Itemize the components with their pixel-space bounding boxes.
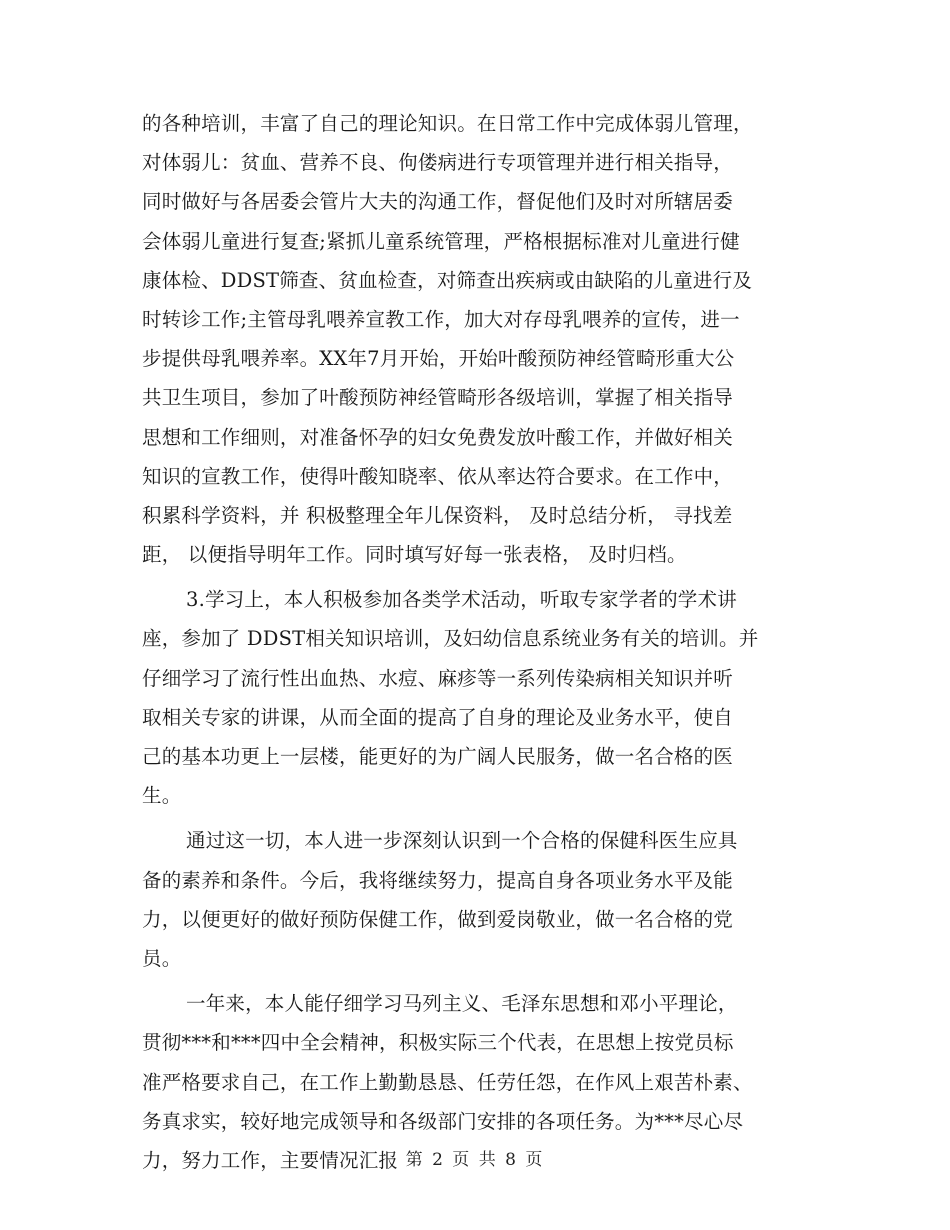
text-line: 一年来，本人能仔细学习马列主义、毛泽东思想和邓小平理论，	[186, 992, 738, 1016]
text-line: 备的素养和条件。今后，我将继续努力，提高自身各项业务水平及能	[142, 868, 734, 892]
text-line: 会体弱儿童进行复查;紧抓儿童系统管理，严格根据标准对儿童进行健	[142, 229, 740, 253]
paragraph	[142, 104, 810, 574]
text-line: 己的基本功更上一层楼，能更好的为广阔人民服务，做一名合格的医	[142, 745, 734, 768]
text-line: 准严格要求自己，在工作上勤勤恳恳、任劳任怨，在作风上艰苦朴素、	[142, 1070, 753, 1094]
document-body	[142, 104, 810, 1180]
text-line: 生。	[142, 784, 182, 808]
text-line: 知识的宣教工作，使得叶酸知晓率、依从率达符合要求。在工作中，	[142, 464, 734, 488]
text-line: 仔细学习了流行性出血热、水痘、麻疹等一系列传染病相关知识并听	[142, 666, 734, 690]
page-number-footer: 第 2 页 共 8 页	[405, 1150, 545, 1170]
text-line: 同时做好与各居委会管片大夫的沟通工作，督促他们及时对所辖居委	[142, 190, 734, 214]
text-line: 步提供母乳喂养率。XX年7月开始，开始叶酸预防神经管畸形重大公	[142, 347, 735, 371]
text-line: 对体弱儿：贫血、营养不良、佝偻病进行专项管理并进行相关指导，	[142, 151, 734, 175]
text-line: 通过这一切，本人进一步深刻认识到一个合格的保健科医生应具	[186, 829, 738, 853]
text-line: 务真求实，较好地完成领导和各级部门安排的各项任务。为***尽心尽	[142, 1109, 744, 1133]
paragraph	[142, 821, 810, 978]
text-line: 力，以便更好的做好预防保健工作，做到爱岗敬业，做一名合格的党	[142, 907, 734, 931]
text-line: 取相关专家的讲课，从而全面的提高了自身的理论及业务水平，使自	[142, 705, 734, 729]
text-line: 座，参加了 DDST相关知识培训，及妇幼信息系统业务有关的培训。并	[142, 627, 759, 651]
text-line: 共卫生项目，参加了叶酸预防神经管畸形各级培训，掌握了相关指导	[142, 386, 734, 410]
paragraph	[142, 580, 810, 815]
text-line: 员。	[142, 946, 182, 970]
text-line: 的各种培训，丰富了自己的理论知识。在日常工作中完成体弱儿管理，	[142, 112, 753, 135]
text-line: 距， 以便指导明年工作。同时填写好每一张表格， 及时归档。	[142, 543, 687, 567]
text-line: 贯彻***和***四中全会精神，积极实际三个代表，在思想上按党员标	[142, 1031, 734, 1055]
text-line: 积累科学资料，并 积极整理全年儿保资料， 及时总结分析， 寻找差	[142, 503, 733, 527]
text-line: 思想和工作细则，对准备怀孕的妇女免费发放叶酸工作，并做好相关	[142, 425, 734, 449]
text-line: 康体检、DDST筛查、贫血检查，对筛查出疾病或由缺陷的儿童进行及	[142, 268, 753, 292]
text-line: 3.学习上，本人积极参加各类学术活动，听取专家学者的学术讲	[186, 588, 737, 612]
text-line: 时转诊工作;主管母乳喂养宣教工作，加大对存母乳喂养的宣传，进一	[142, 307, 740, 331]
text-line: 力，努力工作，主要情况汇报	[142, 1148, 399, 1172]
